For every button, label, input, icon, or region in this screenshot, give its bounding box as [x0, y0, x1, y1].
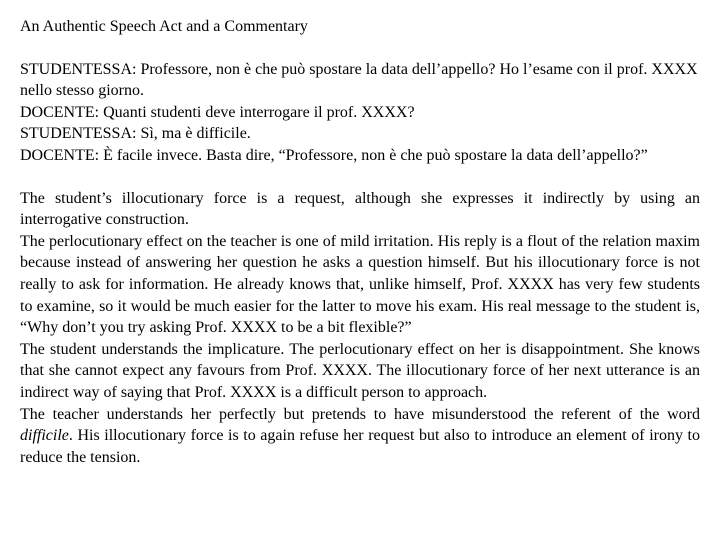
- italic-term: difficile: [20, 427, 69, 445]
- document-title: An Authentic Speech Act and a Commentary: [20, 18, 308, 35]
- commentary-text: . His illocutionary force is to again refuse her request but also to introduce an element of irony to reduce the tension.: [20, 427, 700, 466]
- dialogue-block: [20, 59, 700, 167]
- dialogue-line: STUDENTESSA: Professore, non è che può spostare la data dell’appello? Ho l’esame con il prof. XXXX nello stesso giorno.: [20, 60, 698, 100]
- commentary-paragraph: The student understands the implicature. The perlocutionary effect on her is disappointment. She knows that she cannot expect any favours from Prof. XXXX. The illocutionary force of her next utterance is an indirect way of saying that Prof. XXXX is a difficult person to approach.: [20, 340, 700, 401]
- dialogue-line: DOCENTE: Quanti studenti deve interrogare il prof. XXXX?: [20, 103, 415, 121]
- commentary-paragraph: [20, 404, 700, 469]
- document-page: [20, 16, 700, 468]
- commentary-block: [20, 188, 700, 469]
- dialogue-line: STUDENTESSA: Sì, ma è difficile.: [20, 125, 251, 143]
- commentary-paragraph: The student’s illocutionary force is a request, although she expresses it indirectly by using an interrogative construction.: [20, 189, 700, 229]
- dialogue-line: DOCENTE: È facile invece. Basta dire, “Professore, non è che può spostare la data dell’appello?”: [20, 146, 648, 164]
- commentary-text: The teacher understands her perfectly but pretends to have misunderstood the referent of the word: [20, 405, 700, 423]
- commentary-paragraph: The perlocutionary effect on the teacher is one of mild irritation. His reply is a flout of the relation maxim because instead of answering her question he asks a question himself. But his illocutionary force is not really to ask for information. He already knows that, unlike himself, Prof. XXXX has very few students to examine, so it would be much easier for the latter to move his exam. His real message to the student is, “Why don’t you try asking Prof. XXXX to be a bit flexible?”: [20, 232, 700, 337]
